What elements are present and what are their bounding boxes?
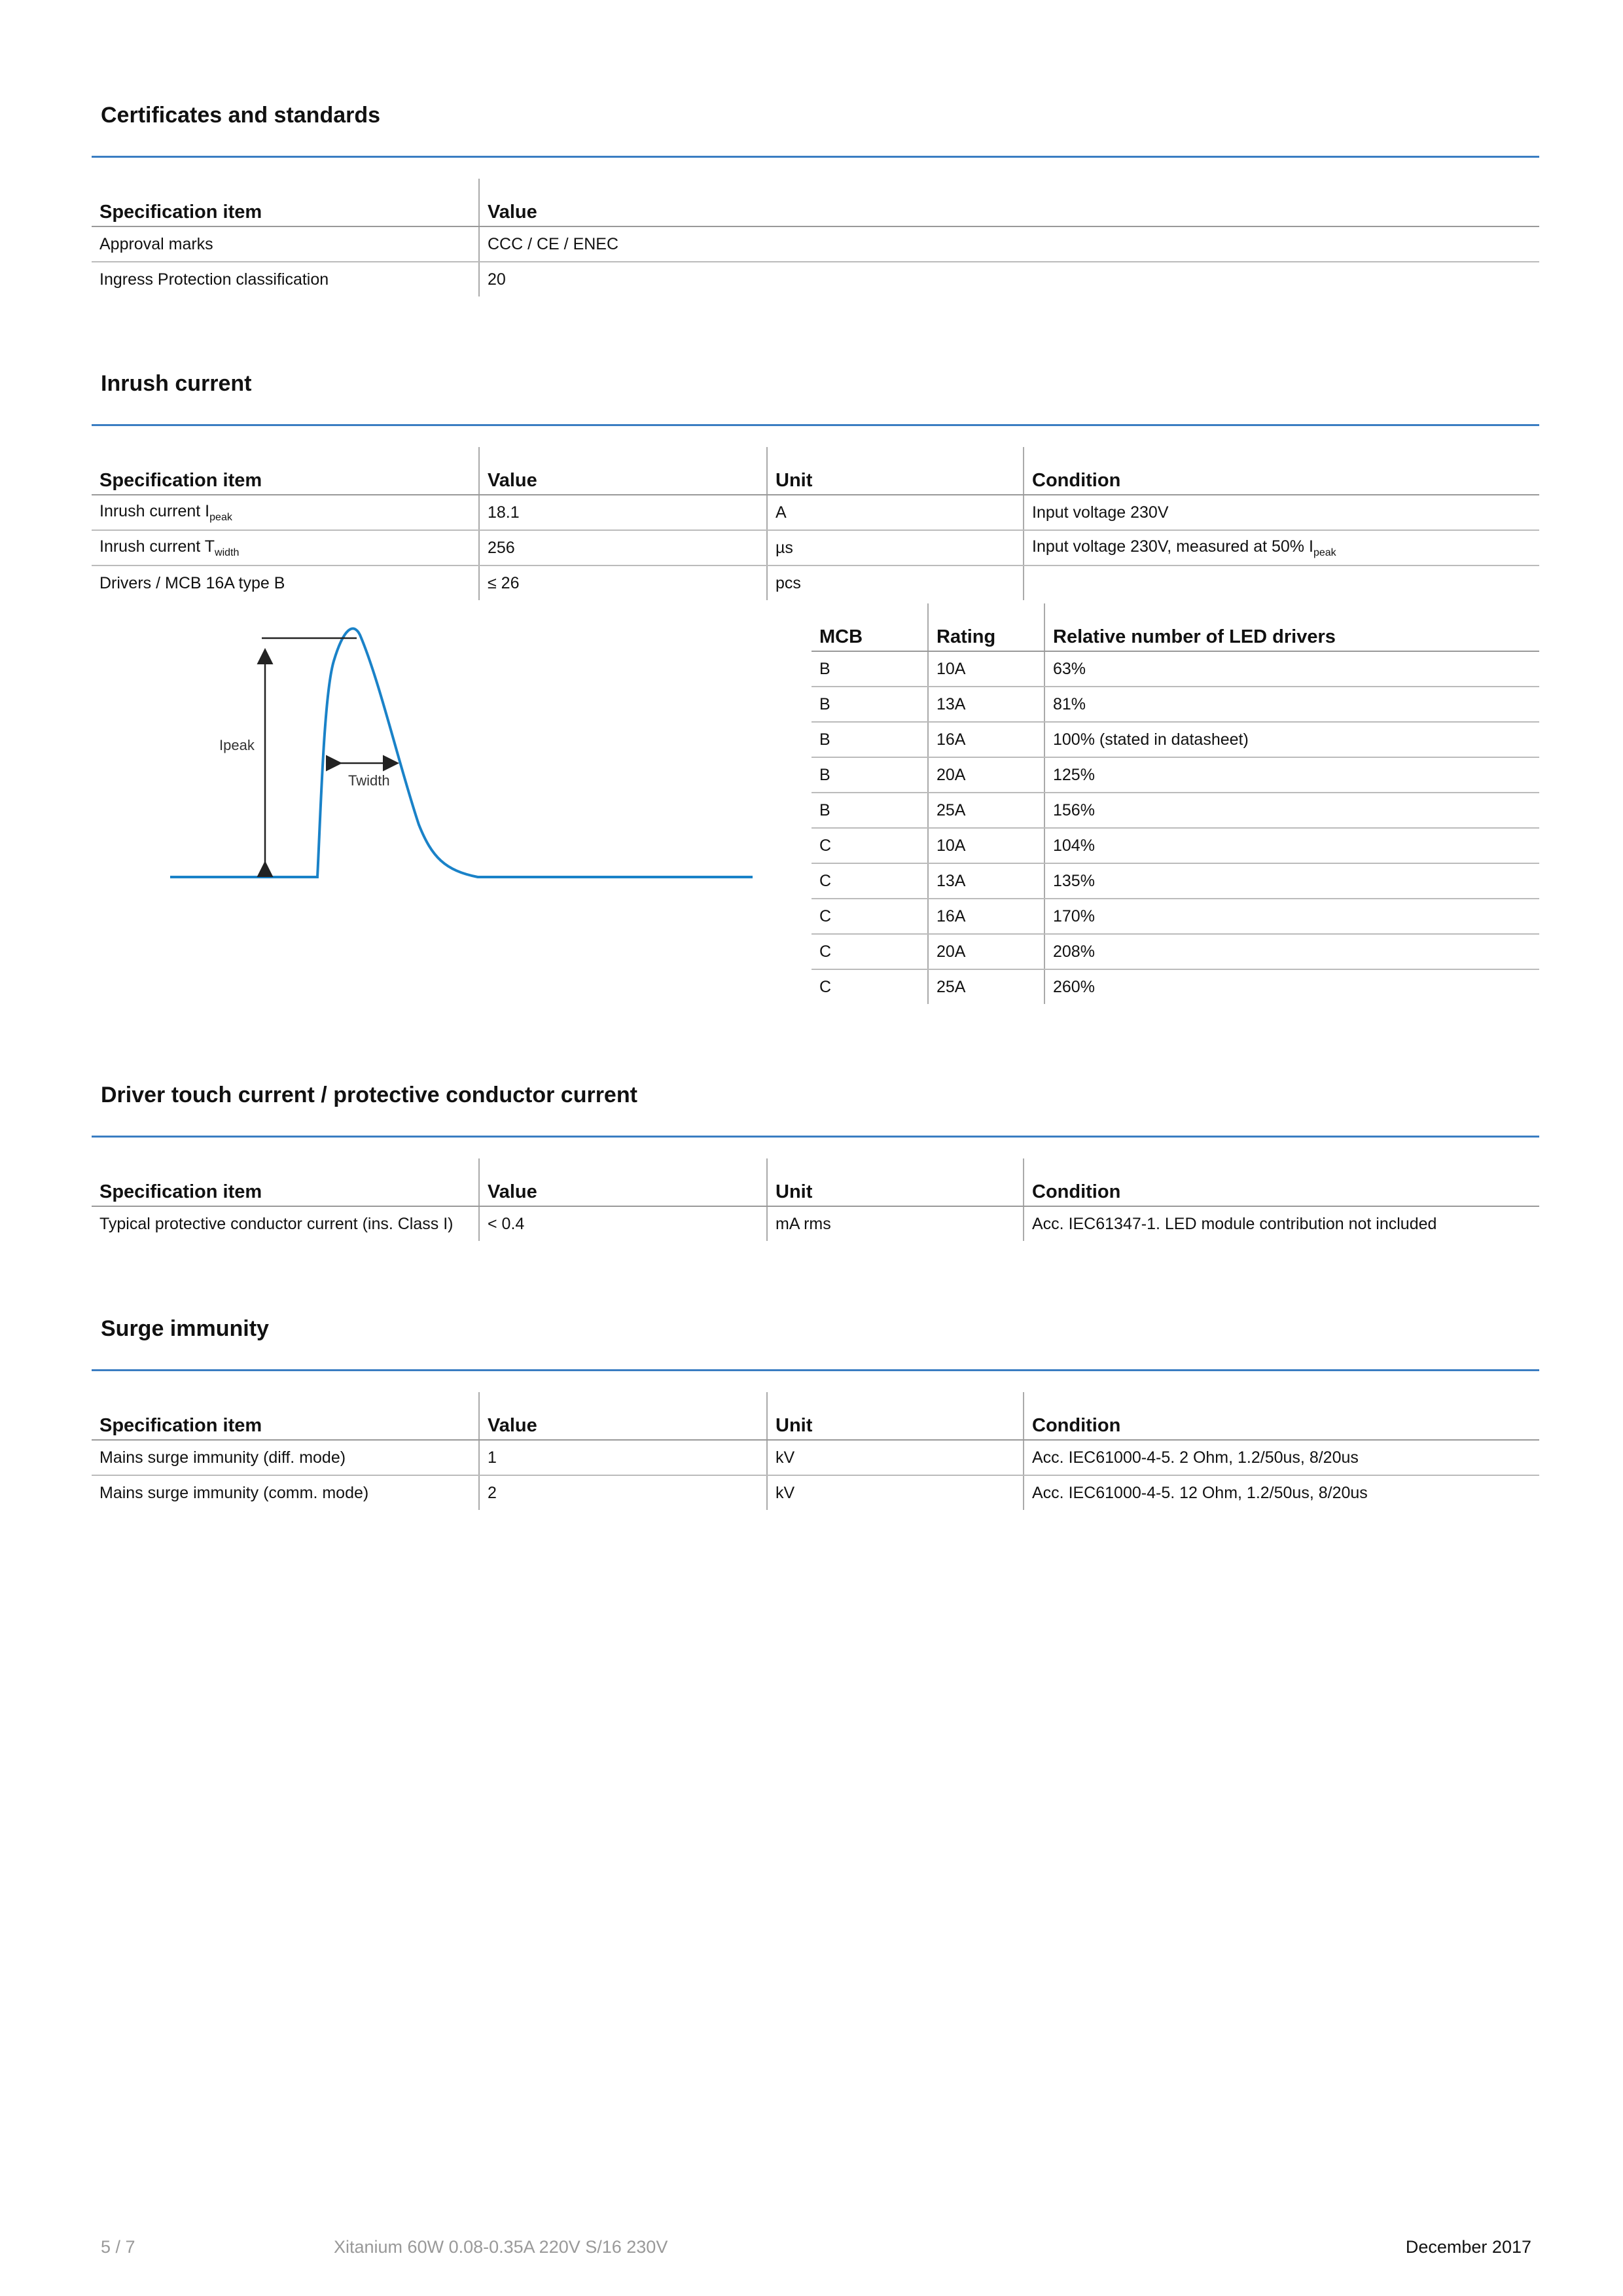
table-row (812, 722, 1539, 757)
table-row (92, 565, 1539, 600)
certificates-section (92, 97, 1539, 296)
spec-item-cell: Drivers / MCB 16A type B (99, 573, 285, 592)
unit-cell: mA rms (767, 1206, 1024, 1241)
table-row (92, 1475, 1539, 1510)
spec-item-text: Inrush current T (99, 537, 215, 556)
condition-cell: Acc. IEC61347-1. LED module contribution not included (1024, 1206, 1539, 1241)
relative-cell: 125% (1044, 757, 1539, 793)
table-row (92, 530, 1539, 565)
spec-item-cell: Mains surge immunity (diff. mode) (92, 1440, 479, 1475)
table-row (92, 262, 1539, 296)
table-row (92, 226, 1539, 262)
table-row (812, 969, 1539, 1004)
inrush-pulse-diagram (164, 615, 766, 890)
mcb-cell: B (812, 722, 928, 757)
table-row (812, 828, 1539, 863)
rating-cell: 25A (928, 793, 1044, 828)
column-header: Specification item (92, 1158, 479, 1206)
column-header: Specification item (92, 179, 479, 226)
subscript: peak (1313, 547, 1336, 558)
spec-item-cell: Typical protective conductor current (ins. Class I) (99, 1214, 454, 1233)
footer-date: December 2017 (1405, 2237, 1531, 2257)
table-row (812, 934, 1539, 969)
condition-cell: Acc. IEC61000-4-5. 12 Ohm, 1.2/50us, 8/20us (1024, 1475, 1539, 1510)
touch-current-title: Driver touch current / protective conductor current (92, 1077, 1539, 1138)
table-row (812, 651, 1539, 687)
column-header: Value (479, 179, 1539, 226)
column-header: MCB (812, 603, 928, 651)
relative-cell: 156% (1044, 793, 1539, 828)
table-header-row (92, 1392, 1539, 1440)
table-header-row (812, 603, 1539, 651)
relative-cell: 208% (1044, 934, 1539, 969)
value-cell: 256 (479, 530, 767, 565)
pulse-curve (170, 628, 753, 877)
spec-item-cell: Mains surge immunity (comm. mode) (99, 1483, 369, 1502)
column-header: Unit (767, 1392, 1024, 1440)
mcb-cell: C (812, 863, 928, 899)
surge-table (92, 1392, 1539, 1510)
rating-cell: 25A (928, 969, 1044, 1004)
footer-page-number: 5 / 7 (101, 2237, 135, 2257)
condition-cell (1024, 530, 1539, 565)
inrush-section (92, 365, 1539, 600)
twidth-label: Twidth (348, 772, 390, 789)
inrush-title: Inrush current (92, 365, 1539, 426)
mcb-cell: C (812, 828, 928, 863)
surge-title: Surge immunity (92, 1310, 1539, 1371)
mcb-table (812, 603, 1539, 1004)
rating-cell: 10A (928, 828, 1044, 863)
table-header-row (92, 1158, 1539, 1206)
condition-text: Input voltage 230V, measured at 50% I (1032, 537, 1313, 556)
table-header-row (92, 179, 1539, 226)
table-row (812, 863, 1539, 899)
certificates-title: Certificates and standards (92, 97, 1539, 158)
subscript: peak (209, 511, 232, 523)
relative-cell: 63% (1044, 651, 1539, 687)
spec-item-cell: Ingress Protection classification (99, 270, 329, 289)
mcb-cell: B (812, 651, 928, 687)
relative-cell: 104% (1044, 828, 1539, 863)
table-row (92, 1440, 1539, 1475)
rating-cell: 20A (928, 934, 1044, 969)
value-cell: ≤ 26 (479, 565, 767, 600)
table-row (812, 899, 1539, 934)
unit-cell: pcs (767, 565, 1024, 600)
unit-cell: A (767, 495, 1024, 530)
table-row (812, 793, 1539, 828)
subscript: width (215, 547, 240, 558)
rating-cell: 10A (928, 651, 1044, 687)
relative-cell: 135% (1044, 863, 1539, 899)
column-header: Value (479, 447, 767, 495)
unit-cell: kV (767, 1475, 1024, 1510)
rating-cell: 16A (928, 899, 1044, 934)
table-row (812, 757, 1539, 793)
column-header: Specification item (92, 447, 479, 495)
column-header: Unit (767, 1158, 1024, 1206)
unit-cell: kV (767, 1440, 1024, 1475)
rating-cell: 13A (928, 687, 1044, 722)
mcb-cell: C (812, 899, 928, 934)
column-header: Condition (1024, 447, 1539, 495)
spec-item-cell (92, 530, 479, 565)
condition-cell: Input voltage 230V (1024, 495, 1539, 530)
column-header: Rating (928, 603, 1044, 651)
column-header: Condition (1024, 1158, 1539, 1206)
column-header: Relative number of LED drivers (1044, 603, 1539, 651)
ipeak-label: Ipeak (219, 737, 255, 753)
column-header: Value (479, 1158, 767, 1206)
table-header-row (92, 447, 1539, 495)
unit-cell: µs (767, 530, 1024, 565)
value-cell: CCC / CE / ENEC (479, 226, 1539, 262)
spec-item-cell: Approval marks (92, 226, 479, 262)
mcb-cell: B (812, 793, 928, 828)
condition-cell (1024, 565, 1539, 600)
spec-item-text: Inrush current I (99, 501, 210, 520)
value-cell: 20 (479, 262, 1539, 296)
column-header: Specification item (92, 1392, 479, 1440)
mcb-cell: B (812, 757, 928, 793)
value-cell: < 0.4 (479, 1206, 767, 1241)
rating-cell: 13A (928, 863, 1044, 899)
mcb-cell: C (812, 934, 928, 969)
column-header: Condition (1024, 1392, 1539, 1440)
relative-cell: 100% (stated in datasheet) (1044, 722, 1539, 757)
certificates-table (92, 179, 1539, 296)
table-row (92, 495, 1539, 530)
column-header: Value (479, 1392, 767, 1440)
column-header: Unit (767, 447, 1024, 495)
rating-cell: 16A (928, 722, 1044, 757)
rating-cell: 20A (928, 757, 1044, 793)
value-cell: 18.1 (479, 495, 767, 530)
value-cell: 2 (479, 1475, 767, 1510)
table-row (812, 687, 1539, 722)
table-row (92, 1206, 1539, 1241)
condition-cell: Acc. IEC61000-4-5. 2 Ohm, 1.2/50us, 8/20us (1024, 1440, 1539, 1475)
relative-cell: 170% (1044, 899, 1539, 934)
relative-cell: 260% (1044, 969, 1539, 1004)
surge-section (92, 1310, 1539, 1510)
touch-current-section (92, 1077, 1539, 1241)
value-cell: 1 (479, 1440, 767, 1475)
touch-current-table (92, 1158, 1539, 1241)
footer-product-name: Xitanium 60W 0.08-0.35A 220V S/16 230V (334, 2237, 668, 2257)
spec-item-cell (92, 495, 479, 530)
mcb-cell: B (812, 687, 928, 722)
mcb-cell: C (819, 977, 832, 996)
relative-cell: 81% (1044, 687, 1539, 722)
inrush-table (92, 447, 1539, 600)
